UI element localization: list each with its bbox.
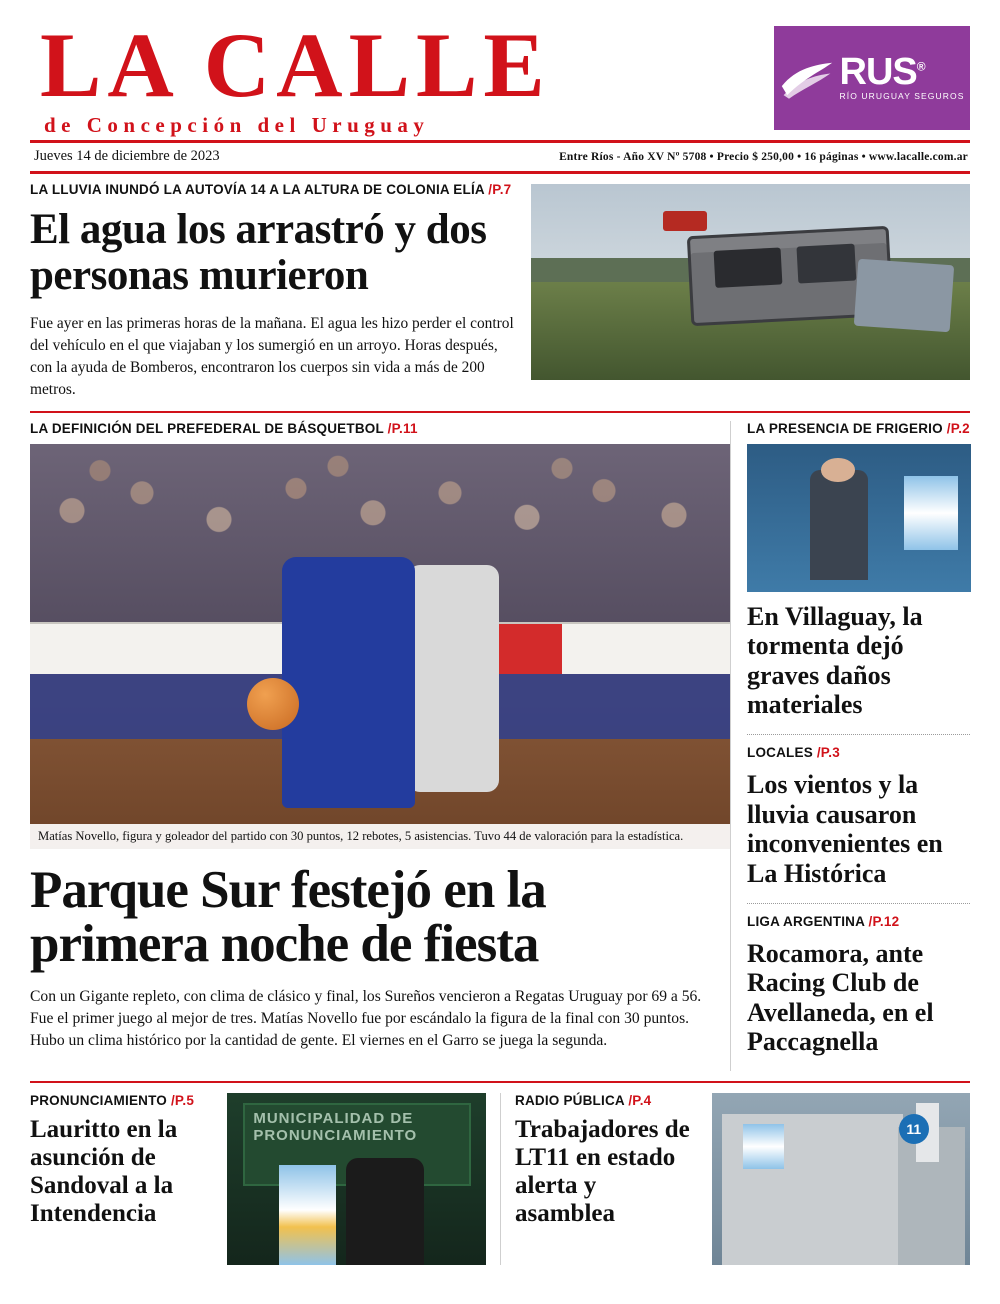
photo-caption: Matías Novello, figura y goleador del partido con 30 puntos, 12 rebotes, 5 asistencias. Tuvo 44 de valoración para la estadística. (30, 824, 730, 849)
basketball-kicker (30, 421, 714, 436)
basketball-photo (30, 444, 730, 849)
bottom-kicker-1 (515, 1093, 702, 1108)
side-item-frigerio (747, 421, 970, 721)
basketball-icon (247, 678, 299, 730)
newspaper-title: LA CALLE (40, 14, 551, 116)
newspaper-subtitle: de Concepción del Uruguay (44, 113, 430, 138)
player-with-ball (282, 557, 415, 808)
side-headline-1[interactable]: Los vientos y la lluvia causaron inconvenientes en La Histórica (747, 770, 943, 888)
bottom-kicker-0 (30, 1093, 217, 1108)
side-kicker-text-0: LA PRESENCIA DE FRIGERIO (747, 420, 943, 436)
lead-kicker-text: LA LLUVIA INUNDÓ LA AUTOVÍA 14 A LA ALTURA DE COLONIA ELÍA (30, 182, 485, 197)
bottom-kicker-page-1[interactable]: /P.4 (628, 1093, 652, 1108)
sponsor-ad-rus[interactable] (774, 26, 970, 130)
lead-kicker-page[interactable]: /P.7 (488, 182, 512, 197)
sponsor-tagline: RÍO URUGUAY SEGUROS (839, 91, 965, 102)
side-headline-0[interactable]: En Villaguay, la tormenta dejó graves daños materiales (747, 601, 923, 720)
lead-kicker (30, 182, 515, 197)
side-item-locales (747, 745, 970, 889)
side-kicker-text-2: LIGA ARGENTINA (747, 913, 865, 929)
middle-section (30, 411, 970, 1072)
building-sign-text: MUNICIPALIDAD DE PRONUNCIAMIENTO (253, 1110, 418, 1145)
side-column (730, 421, 970, 1072)
side-kicker-2 (747, 914, 970, 929)
side-kicker-page-1[interactable]: /P.3 (816, 745, 840, 760)
masthead (30, 0, 970, 140)
side-divider-1 (747, 734, 970, 735)
bottom-item-pronunciamiento (30, 1093, 500, 1265)
side-item-liga (747, 914, 970, 1058)
basketball-kicker-text: LA DEFINICIÓN DEL PREFEDERAL DE BÁSQUETBOL (30, 420, 384, 436)
side-divider-2 (747, 903, 970, 904)
lead-story (30, 174, 970, 401)
bottom-kicker-text-1: RADIO PÚBLICA (515, 1093, 625, 1108)
issue-meta: Entre Ríos - Año XV Nº 5708 • Precio $ 250,00 • 16 páginas • www.lacalle.com.ar (559, 151, 968, 163)
registered-mark: ® (916, 59, 925, 74)
bottom-item-radio (500, 1093, 970, 1265)
bottom-photo-0 (227, 1093, 486, 1265)
bottom-kicker-page-0[interactable]: /P.5 (170, 1093, 195, 1108)
lead-headline[interactable]: El agua los arrastró y dos personas murieron (30, 206, 487, 299)
basketball-story (30, 421, 730, 1072)
sponsor-name: RUS (839, 50, 917, 93)
radio-logo-badge: 11 (899, 1114, 929, 1144)
lead-body: Fue ayer en las primeras horas de la mañana. El agua les hizo perder el control del vehículo en el que viajaban y los sumergió en un arroyo. Horas después, con la ayuda de Bomberos, encontraron los cuerpos sin vida a más de 200 metros. (30, 315, 514, 398)
side-headline-2[interactable]: Rocamora, ante Racing Club de Avellaneda, en el Paccagnella (747, 938, 934, 1057)
bottom-photo-1 (712, 1093, 970, 1265)
lead-photo (531, 184, 970, 380)
defender-player (408, 565, 499, 792)
bottom-kicker-text-0: PRONUNCIAMIENTO (30, 1093, 168, 1108)
side-kicker-page-0[interactable]: /P.2 (946, 420, 970, 436)
basketball-kicker-page[interactable]: /P.11 (387, 420, 418, 436)
issue-date: Jueves 14 de diciembre de 2023 (34, 148, 220, 164)
basketball-body: Con un Gigante repleto, con clima de clásico y final, los Sureños vencieron a Regatas Uruguay por 69 a 56. Fue el primer juego al mejor de tres. Matías Novello fue por escándalo la figura de la final con 30 puntos. Hubo un clima histórico por la cantidad de gente. El viernes en el Garro se juega la segunda. (30, 987, 702, 1049)
side-kicker-text-1: LOCALES (747, 745, 813, 760)
bottom-headline-1[interactable]: Trabajadores de LT11 en estado alerta y asamblea (515, 1116, 690, 1227)
second-vehicle (854, 259, 955, 332)
swoosh-icon (780, 55, 834, 101)
side-photo-0 (747, 444, 971, 592)
side-kicker-page-2[interactable]: /P.12 (868, 913, 900, 929)
info-bar (30, 143, 970, 171)
newspaper-logo (30, 14, 760, 138)
side-kicker-0 (747, 421, 970, 436)
basketball-headline[interactable]: Parque Sur festejó en la primera noche de fiesta (30, 860, 546, 974)
bottom-strip (30, 1081, 970, 1265)
bottom-headline-0[interactable]: Lauritto en la asunción de Sandoval a la Intendencia (30, 1116, 178, 1227)
side-kicker-1 (747, 745, 970, 760)
